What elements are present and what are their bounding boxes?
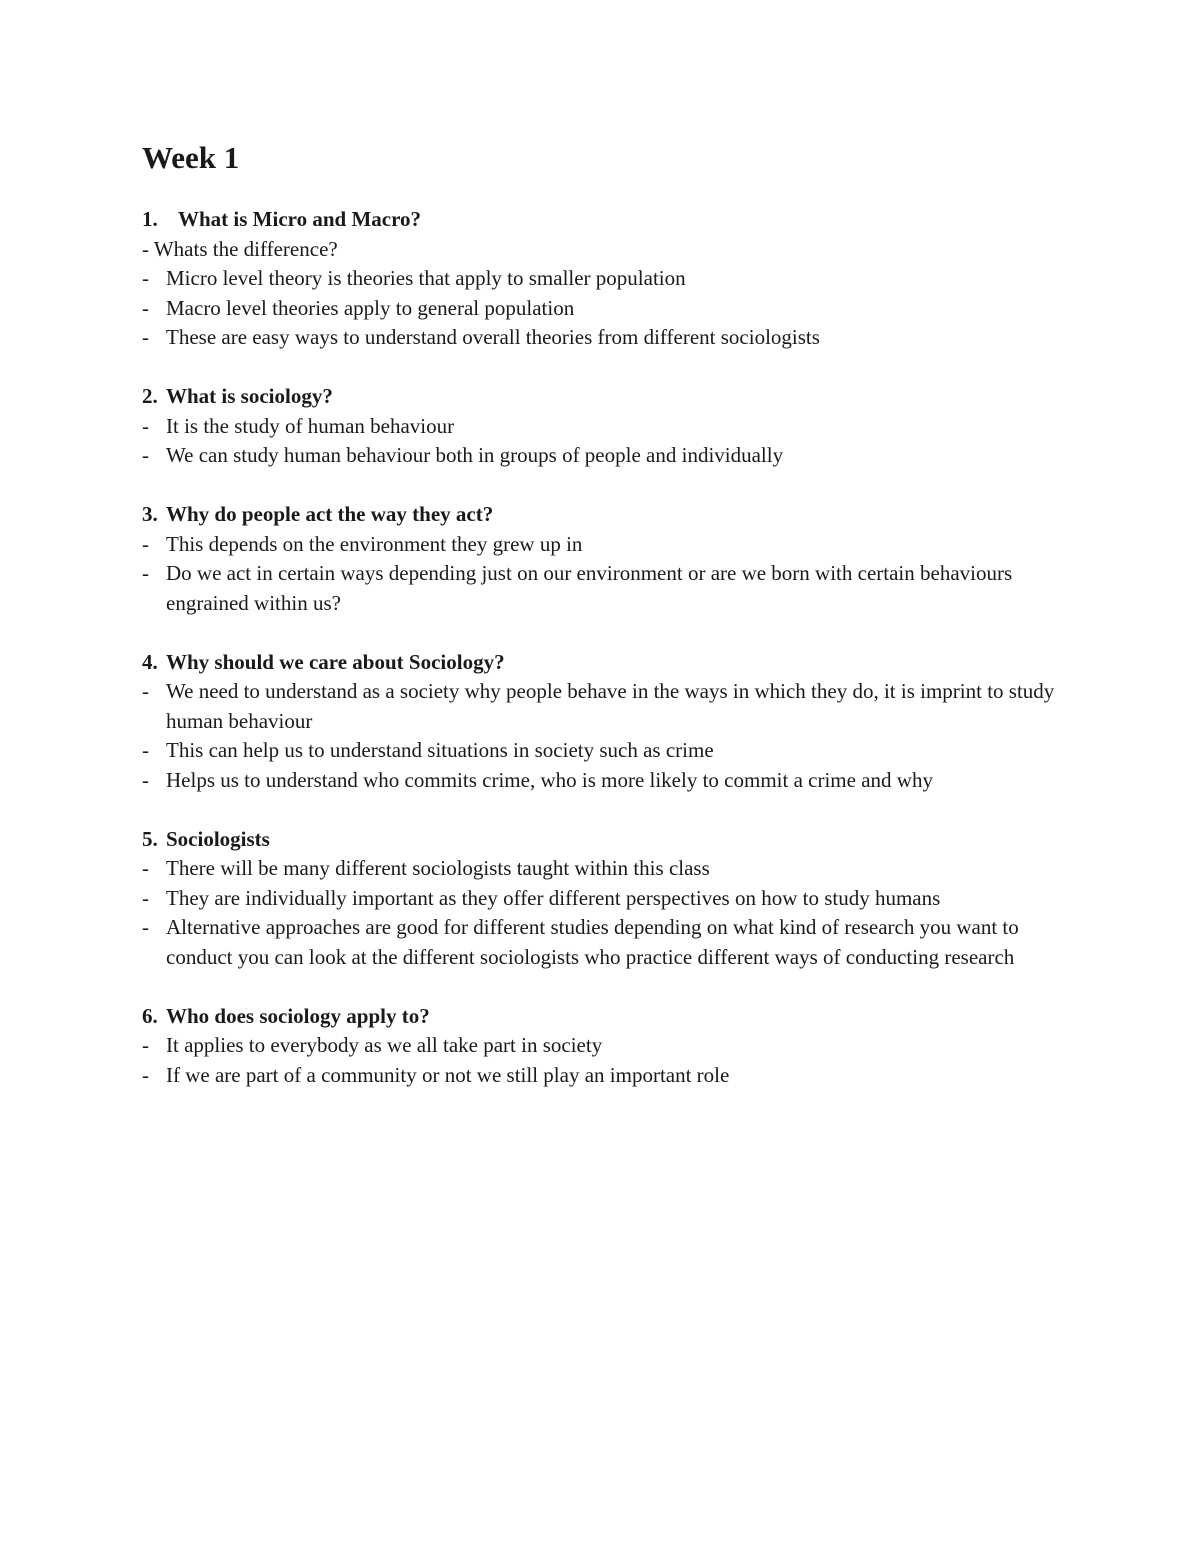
bullet-text: This depends on the environment they grew up in [166, 531, 583, 556]
dash-bullet-icon: - [142, 679, 149, 703]
section-heading-text: What is Micro and Macro? [178, 207, 422, 231]
bullet-text: Micro level theory is theories that apply to smaller population [166, 266, 686, 290]
bullet-item [142, 884, 1062, 914]
dash-bullet-icon: - [142, 325, 149, 349]
dash-bullet-icon: - [142, 531, 149, 556]
section-number: 1. [142, 207, 158, 231]
bullet-text: Macro level theories apply to general population [166, 295, 575, 320]
bullet-item [142, 913, 1062, 972]
bullet-list [142, 264, 1062, 353]
section-heading-text: Why do people act the way they act? [166, 502, 494, 526]
section-heading-text: Why should we care about Sociology? [166, 649, 505, 674]
dash-bullet-icon: - [142, 767, 149, 792]
bullet-item [142, 1061, 1062, 1091]
bullet-text: There will be many different sociologists taught within this class [166, 856, 710, 880]
dash-bullet-icon: - [142, 295, 149, 320]
section-number: 2. [142, 384, 158, 408]
bullet-item [142, 441, 1062, 471]
bullet-item [142, 854, 1062, 884]
section-4 [142, 648, 1062, 796]
section-heading [142, 825, 1062, 855]
section-heading [142, 1002, 1062, 1032]
bullet-item [142, 677, 1062, 736]
section-subline: - Whats the difference? [142, 236, 338, 261]
bullet-list [142, 412, 1062, 471]
bullet-text: We can study human behaviour both in groups of people and individually [166, 443, 784, 467]
bullet-item [142, 530, 1062, 560]
dash-bullet-icon: - [142, 1033, 149, 1057]
section-heading-text: Who does sociology apply to? [166, 1003, 430, 1028]
dash-bullet-icon: - [142, 413, 149, 438]
section-number: 5. [142, 826, 158, 851]
dash-bullet-icon: - [142, 856, 149, 880]
section-number: 4. [142, 649, 158, 674]
document-body [142, 205, 1062, 1120]
bullet-item [142, 264, 1062, 294]
bullet-list [142, 854, 1062, 972]
section-1 [142, 205, 1062, 353]
section-heading [142, 382, 1062, 412]
bullet-item [142, 766, 1062, 796]
page-title: Week 1 [142, 140, 240, 175]
bullet-item [142, 736, 1062, 766]
dash-bullet-icon: - [142, 443, 149, 467]
dash-bullet-icon: - [142, 1062, 149, 1087]
bullet-list [142, 677, 1062, 795]
bullet-item [142, 1031, 1062, 1061]
bullet-text: Do we act in certain ways depending just on our environment or are we born with certain behaviours engrained within us? [166, 561, 1013, 615]
section-number: 6. [142, 1003, 158, 1028]
bullet-text: It is the study of human behaviour [166, 413, 455, 438]
section-heading-text: What is sociology? [166, 384, 333, 408]
section-heading [142, 500, 1062, 530]
bullet-text: Alternative approaches are good for different studies depending on what kind of research you want to conduct you can look at the different sociologists who practice different ways of conducting research [166, 915, 1019, 969]
dash-bullet-icon: - [142, 561, 149, 585]
dash-bullet-icon: - [142, 266, 149, 290]
section-heading [142, 205, 1062, 235]
bullet-item [142, 559, 1062, 618]
bullet-list [142, 1031, 1062, 1090]
section-5 [142, 825, 1062, 973]
bullet-text: This can help us to understand situations in society such as crime [166, 738, 714, 762]
section-heading [142, 648, 1062, 678]
bullet-text: It applies to everybody as we all take part in society [166, 1033, 603, 1057]
bullet-text: Helps us to understand who commits crime, who is more likely to commit a crime and why [166, 767, 933, 792]
section-number: 3. [142, 502, 158, 526]
section-3 [142, 500, 1062, 618]
bullet-item [142, 323, 1062, 353]
section-2 [142, 382, 1062, 471]
bullet-item [142, 294, 1062, 324]
dash-bullet-icon: - [142, 885, 149, 910]
bullet-text: We need to understand as a society why people behave in the ways in which they do, it is imprint to study human behaviour [166, 679, 1055, 733]
section-heading-text: Sociologists [166, 826, 270, 851]
bullet-text: They are individually important as they offer different perspectives on how to study humans [166, 885, 941, 910]
dash-bullet-icon: - [142, 738, 149, 762]
bullet-list [142, 530, 1062, 619]
bullet-text: These are easy ways to understand overall theories from different sociologists [166, 325, 820, 349]
bullet-text: If we are part of a community or not we still play an important role [166, 1062, 730, 1087]
bullet-item [142, 412, 1062, 442]
section-6 [142, 1002, 1062, 1091]
dash-bullet-icon: - [142, 915, 149, 939]
